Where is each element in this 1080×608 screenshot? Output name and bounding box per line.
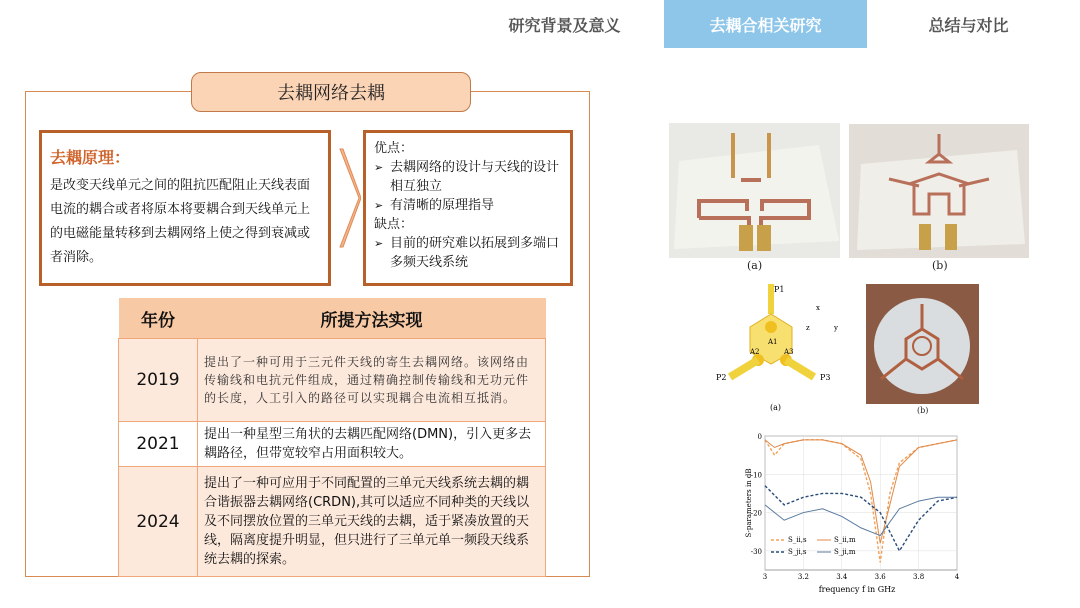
principle-box bbox=[39, 130, 331, 286]
y-tick-label: -20 bbox=[750, 509, 762, 518]
fabricated-network-photo bbox=[866, 284, 979, 404]
x-tick-label: 3 bbox=[762, 573, 768, 581]
label-x: x bbox=[816, 304, 820, 312]
table-row bbox=[119, 422, 546, 467]
table-header-year: 年份 bbox=[119, 298, 198, 339]
y-axis-label: S-parameters in dB bbox=[745, 468, 753, 538]
x-tick-label: 3.2 bbox=[797, 573, 809, 581]
s-parameter-chart bbox=[745, 428, 965, 598]
caption-b2: (b) bbox=[917, 406, 929, 415]
table-row bbox=[119, 339, 546, 422]
caption-a: (a) bbox=[747, 259, 763, 272]
bullet-arrow-icon: ➢ bbox=[374, 199, 384, 212]
year-cell: 2021 bbox=[119, 422, 198, 467]
bullet-arrow-icon: ➢ bbox=[374, 161, 384, 174]
chevron-right-icon bbox=[339, 148, 361, 248]
legend-sii-s: S_ii,s bbox=[788, 536, 807, 544]
section-title: 去耦网络去耦 bbox=[191, 72, 471, 112]
bullet-arrow-icon: ➢ bbox=[374, 237, 384, 250]
y-tick-label: -30 bbox=[750, 547, 762, 556]
decoupling-network-schematic bbox=[710, 282, 850, 414]
legend-sii-m: S_ii,m bbox=[834, 536, 856, 544]
x-axis-label: frequency f in GHz bbox=[818, 585, 896, 594]
list-item: ➢ 去耦网络的设计与天线的设计相互独立 bbox=[374, 160, 560, 194]
year-cell: 2024 bbox=[119, 467, 198, 577]
antenna-photo-a bbox=[669, 123, 840, 258]
methods-table bbox=[118, 298, 546, 577]
list-item: ➢ 目前的研究难以拓展到多端口多频天线系统 bbox=[374, 236, 560, 270]
x-tick-label: 3.6 bbox=[874, 573, 886, 581]
list-item: ➢ 有清晰的原理指导 bbox=[374, 198, 495, 213]
method-cell: 提出一种星型三角状的去耦匹配网络(DMN)，引入更多去耦路径，但带宽较窄占用面积较大。 bbox=[198, 422, 546, 467]
year-cell: 2019 bbox=[119, 339, 198, 422]
y-tick-label: -10 bbox=[750, 471, 762, 480]
legend-sji-m: S_ji,m bbox=[834, 548, 856, 556]
x-tick-label: 4 bbox=[954, 573, 960, 581]
label-a3: A3 bbox=[784, 348, 794, 356]
x-tick-label: 3.4 bbox=[836, 573, 848, 581]
tab-summary-comparison[interactable]: 总结与对比 bbox=[928, 15, 1009, 35]
label-p3: P3 bbox=[820, 373, 831, 382]
cons-label: 缺点： bbox=[374, 217, 414, 232]
caption-a2: (a) bbox=[770, 403, 782, 412]
label-a2: A2 bbox=[750, 348, 760, 356]
pros-cons-box bbox=[363, 130, 573, 286]
antenna-photo-b bbox=[849, 124, 1029, 258]
caption-b: (b) bbox=[932, 259, 948, 272]
table-header-method: 所提方法实现 bbox=[198, 298, 546, 339]
label-a1: A1 bbox=[768, 338, 778, 346]
tab-research-background[interactable]: 研究背景及意义 bbox=[508, 15, 621, 35]
tab-decoupling-research[interactable]: 去耦合相关研究 bbox=[664, 0, 867, 48]
method-cell: 提出了一种可用于三元件天线的寄生去耦网络。该网络由传输线和电抗元件组成，通过精确控制传输线和无功元件的长度，人工引入的路径可以实现耦合电流相互抵消。 bbox=[198, 339, 546, 422]
method-cell: 提出了一种可应用于不同配置的三单元天线系统去耦的耦合谐振器去耦网络(CRDN),其可以适应不同种类的天线以及不同摆放位置的三单元天线的去耦，适于紧凑放置的天线，隔离度提升明显，但只进行了三单元单一频段天线系统去耦的探索。 bbox=[198, 467, 546, 577]
top-tab-bar bbox=[465, 0, 1070, 48]
table-row bbox=[119, 467, 546, 577]
pros-label: 优点： bbox=[374, 141, 414, 156]
label-p1: P1 bbox=[774, 285, 785, 294]
principle-text: 是改变天线单元之间的阻抗匹配阻止天线表面电流的耦合或者将原本将要耦合到天线单元上的电磁能量转移到去耦网络上使之得到衰减或者消除。 bbox=[50, 178, 311, 265]
table-header-row bbox=[119, 298, 546, 339]
label-z: z bbox=[806, 324, 810, 332]
principle-title: 去耦原理： bbox=[50, 148, 131, 167]
label-p2: P2 bbox=[716, 373, 727, 382]
label-y: y bbox=[834, 324, 838, 332]
x-tick-label: 3.8 bbox=[913, 573, 925, 581]
legend-sji-s: S_ji,s bbox=[788, 548, 807, 556]
y-tick-label: 0 bbox=[757, 433, 762, 441]
